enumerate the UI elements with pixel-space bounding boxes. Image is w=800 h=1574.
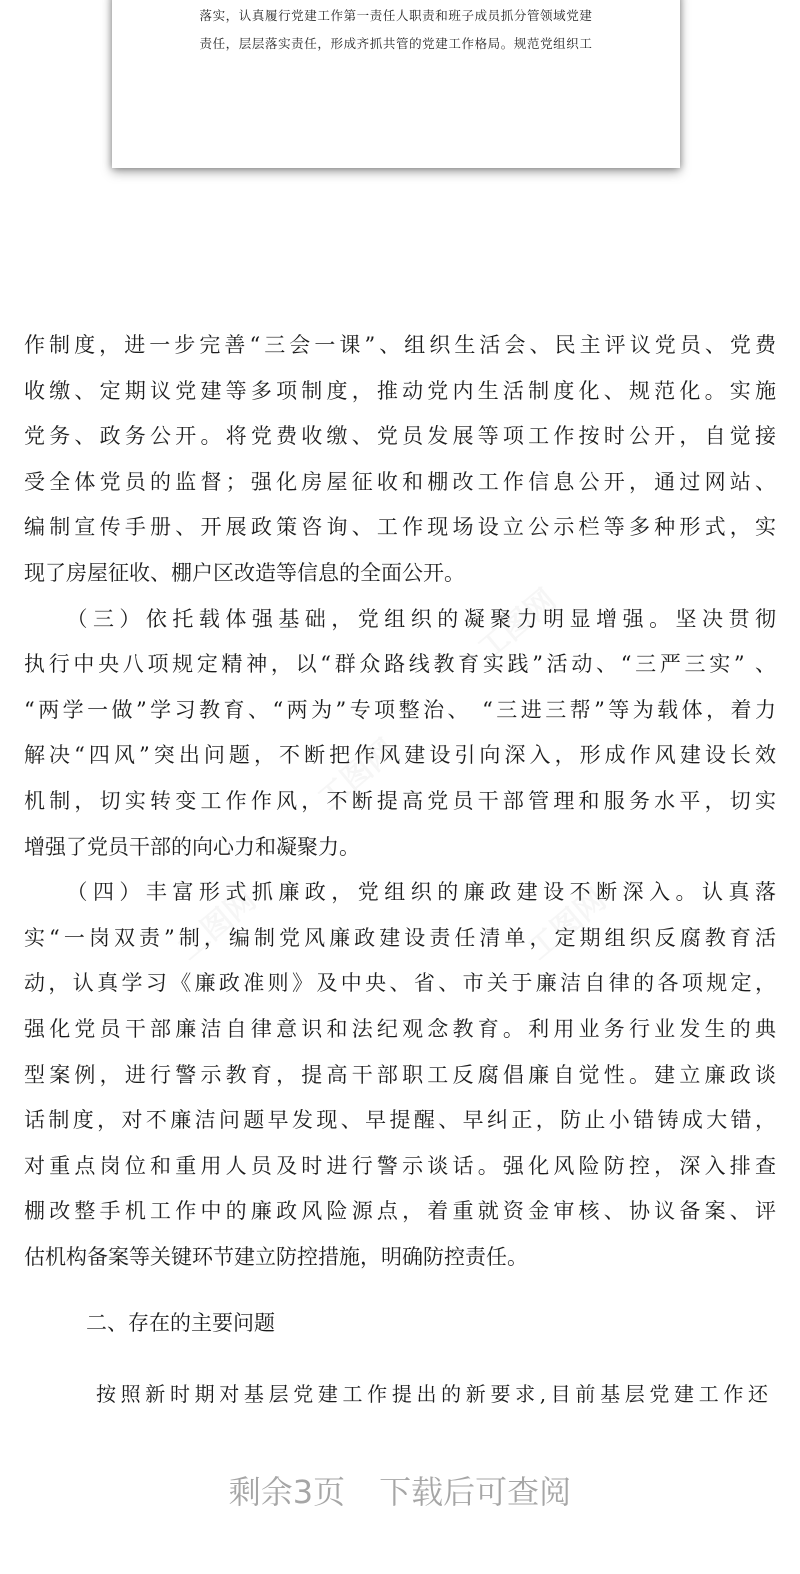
paragraph-line: 解决“四风”突出问题，不断把作风建设引向深入，形成作风建设长效 [24,743,776,768]
paragraph-line: 实“一岗双责”制，编制党风廉政建设责任清单，定期组织反腐教育活 [24,925,776,950]
paragraph-line: 棚改整手机工作中的廉政风险源点，着重就资金审核、协议备案、评 [24,1199,776,1224]
document-preview-card [112,0,680,168]
paragraph-line: 执行中央八项规定精神，以“群众路线教育实践”活动、“三严三实” 、 [24,652,776,677]
paragraph-line: 按照新时期对基层党建工作提出的新要求,目前基层党建工作还 [96,1382,768,1406]
paragraph-line: 强化党员干部廉洁自律意识和法纪观念教育。利用业务行业发生的典 [24,1017,776,1041]
paragraph-line: 话制度，对不廉洁问题早发现、早提醒、早纠正，防止小错铸成大错， [24,1108,776,1133]
paragraph-line: 收缴、定期议党建等多项制度，推动党内生活制度化、规范化。实施 [24,378,776,403]
paragraph-line: 受全体党员的监督；强化房屋征收和棚改工作信息公开，通过网站、 [24,469,776,494]
watermark: 工图网 [311,732,403,818]
paragraph-line: “两学一做”学习教育、“两为”专项整治、 “三进三帮”等为载体，着力 [24,697,776,722]
section-heading: 二、存在的主要问题 [86,1311,275,1335]
paragraph-line: 机制，切实转变工作作风，不断提高党员干部管理和服务水平，切实 [24,789,776,813]
paragraph-line: （四）丰富形式抓廉政，党组织的廉政建设不断深入。认真落 [24,880,776,905]
paragraph-line: 党务、政务公开。将党费收缴、党员发展等项工作按时公开，自觉接 [24,424,776,449]
paragraph-line: 对重点岗位和重用人员及时进行警示谈话。强化风险防控，深入排查 [24,1153,776,1178]
paragraph-line: 增强了党员干部的向心力和凝聚力。 [24,834,360,859]
paragraph-line: 编制宣传手册、开展政策咨询、工作现场设立公示栏等多种形式，实 [24,515,776,540]
download-prompt[interactable] [0,1467,800,1513]
paragraph-line: 动，认真学习《廉政准则》及中央、省、市关于廉洁自律的各项规定， [24,971,776,996]
paragraph-line: 型案例，进行警示教育，提高干部职工反腐倡廉自觉性。建立廉政谈 [24,1062,776,1087]
watermark: 工图网 [471,582,563,668]
preview-text-line: 落实，认真履行党建工作第一责任人职责和班子成员抓分管领域党建 [199,8,593,23]
paragraph-line: （三）依托载体强基础，党组织的凝聚力明显增强。坚决贯彻 [24,606,776,631]
preview-text-line: 责任，层层落实责任，形成齐抓共管的党建工作格局。规范党组织工 [199,36,593,51]
paragraph-line: 估机构备案等关键环节建立防控措施，明确防控责任。 [24,1245,528,1269]
watermark: 工图网 [171,882,263,968]
watermark: 工图网 [521,882,613,968]
download-to-read-label: 下载后可查阅 [379,1473,572,1511]
remaining-pages-label: 剩余3页 [228,1473,346,1511]
paragraph-line: 作制度，进一步完善“三会一课”、组织生活会、民主评议党员、党费 [24,333,776,357]
paragraph-line: 现了房屋征收、棚户区改造等信息的全面公开。 [24,561,465,585]
